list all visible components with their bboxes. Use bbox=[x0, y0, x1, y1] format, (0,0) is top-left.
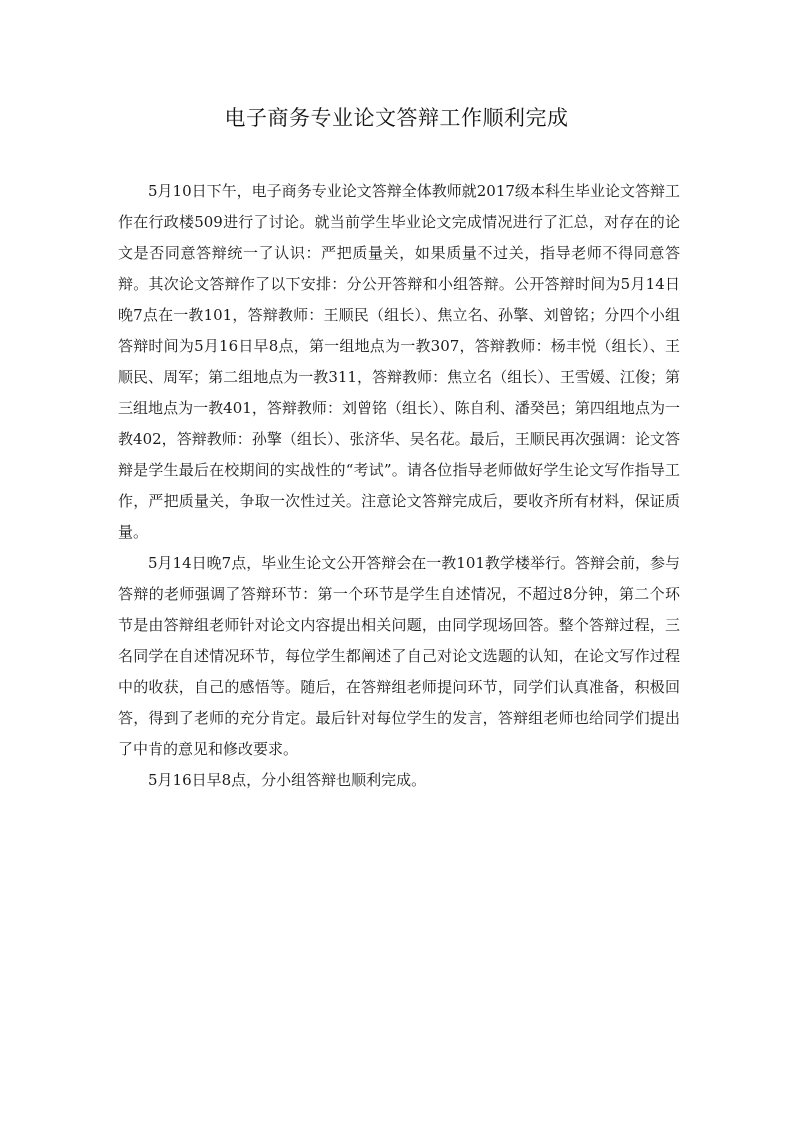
paragraph-group-defense: 5月16日早8点，分小组答辩也顺利完成。 bbox=[148, 771, 427, 789]
paragraph-public-defense: 5月14日晚7点，毕业生论文公开答辩会在一教101教学楼举行。答辩会前，参与答辩的老师强调了答辩环节：第一个环节是学生自述情况，不超过8分钟，第二个环节是由答辩组老师针对论文内容提出相关问题，由同学现场回答。整个答辩过程，三名同学在自述情况环节，每位学生都阐述了自己对论文选题的认知，在论文写作过程中的收获，自己的感悟等。随后，在答辩组老师提问环节，同学们认真准备，积极回答，得到了老师的充分肯定。最后针对每位学生的发言，答辩组老师也给同学们提出了中肯的意见和修改要求。 bbox=[118, 554, 680, 758]
paragraph-meeting: 5月10日下午，电子商务专业论文答辩全体教师就2017级本科生毕业论文答辩工作在行政楼509进行了讨论。就当前学生毕业论文完成情况进行了汇总，对存在的论文是否同意答辩统一了认识：严把质量关，如果质量不过关，指导老师不得同意答辩。其次论文答辩作了以下安排：分公开答辩和小组答辩。公开答辩时间为5月14日晚7点在一教101，答辩教师：王顺民（组长）、焦立名、孙擎、刘曾铭；分四个小组答辩时间为5月16日早8点，第一组地点为一教307，答辩教师：杨丰悦（组长）、王顺民、周军；第二组地点为一教311，答辩教师：焦立名（组长）、王雪媛、江俊；第三组地点为一教401，答辩教师：刘曾铭（组长）、陈自利、潘癸邑；第四组地点为一教402，答辩教师：孙擎（组长）、张济华、吴名花。最后，王顺民再次强调：论文答辩是学生最后在校期间的实战性的“考试”。请各位指导老师做好学生论文写作指导工作，严把质量关，争取一次性过关。注意论文答辩完成后，要收齐所有材料，保证质量。 bbox=[118, 182, 680, 541]
document-body bbox=[118, 176, 680, 796]
document-title: 电子商务专业论文答辩工作顺利完成 bbox=[224, 106, 569, 130]
